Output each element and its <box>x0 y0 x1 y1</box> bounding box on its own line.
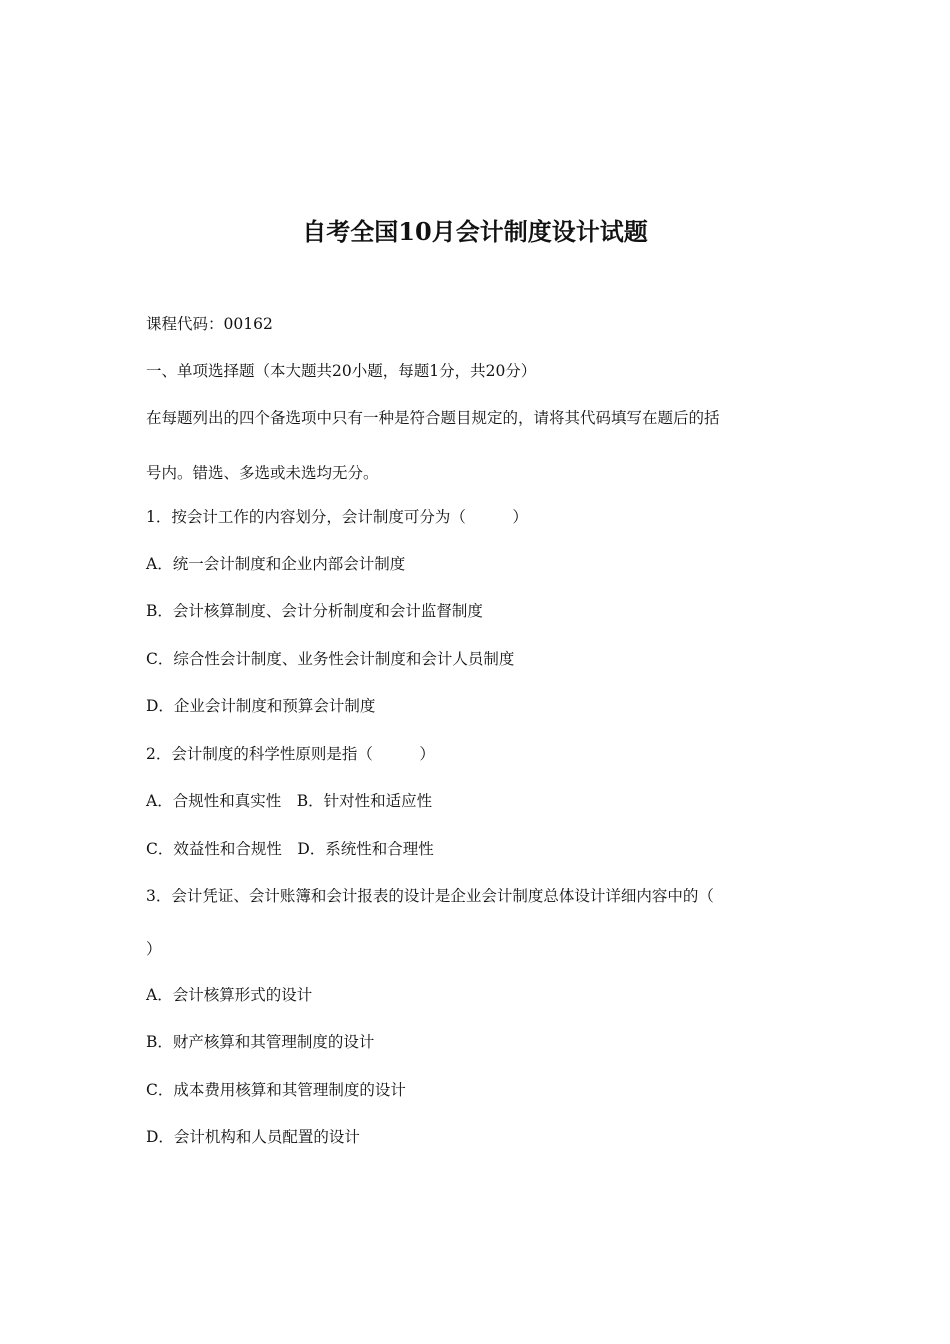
instruction-line-2: 号内。错选、多选或未选均无分。 <box>146 464 379 482</box>
question-option: A．统一会计制度和企业内部会计制度 <box>146 555 406 573</box>
question-option: C．成本费用核算和其管理制度的设计 <box>146 1081 406 1099</box>
document-title: 自考全国10月会计制度设计试题 <box>302 217 648 246</box>
question-option: D．会计机构和人员配置的设计 <box>146 1128 360 1146</box>
instruction-line-1: 在每题列出的四个备选项中只有一种是符合题目规定的，请将其代码填写在题后的括 <box>146 409 720 427</box>
question-option: C．效益性和合规性 D．系统性和合理性 <box>146 840 434 858</box>
question-stem: 2．会计制度的科学性原则是指（ ） <box>146 745 435 763</box>
question-stem: 3．会计凭证、会计账簿和会计报表的设计是企业会计制度总体设计详细内容中的（ <box>146 887 714 905</box>
course-code: 课程代码：00162 <box>146 315 273 333</box>
question-stem: 1．按会计工作的内容划分，会计制度可分为（ ） <box>146 508 528 526</box>
question-option: B．财产核算和其管理制度的设计 <box>146 1033 375 1051</box>
question-stem-continuation: ） <box>146 940 162 958</box>
question-option: B．会计核算制度、会计分析制度和会计监督制度 <box>146 602 483 620</box>
question-option: A．合规性和真实性 B．针对性和适应性 <box>146 792 433 810</box>
question-option: D．企业会计制度和预算会计制度 <box>146 697 376 715</box>
question-option: A．会计核算形式的设计 <box>146 986 313 1004</box>
section-header: 一、单项选择题（本大题共20小题，每题1分，共20分） <box>146 362 537 380</box>
question-option: C．综合性会计制度、业务性会计制度和会计人员制度 <box>146 650 515 668</box>
